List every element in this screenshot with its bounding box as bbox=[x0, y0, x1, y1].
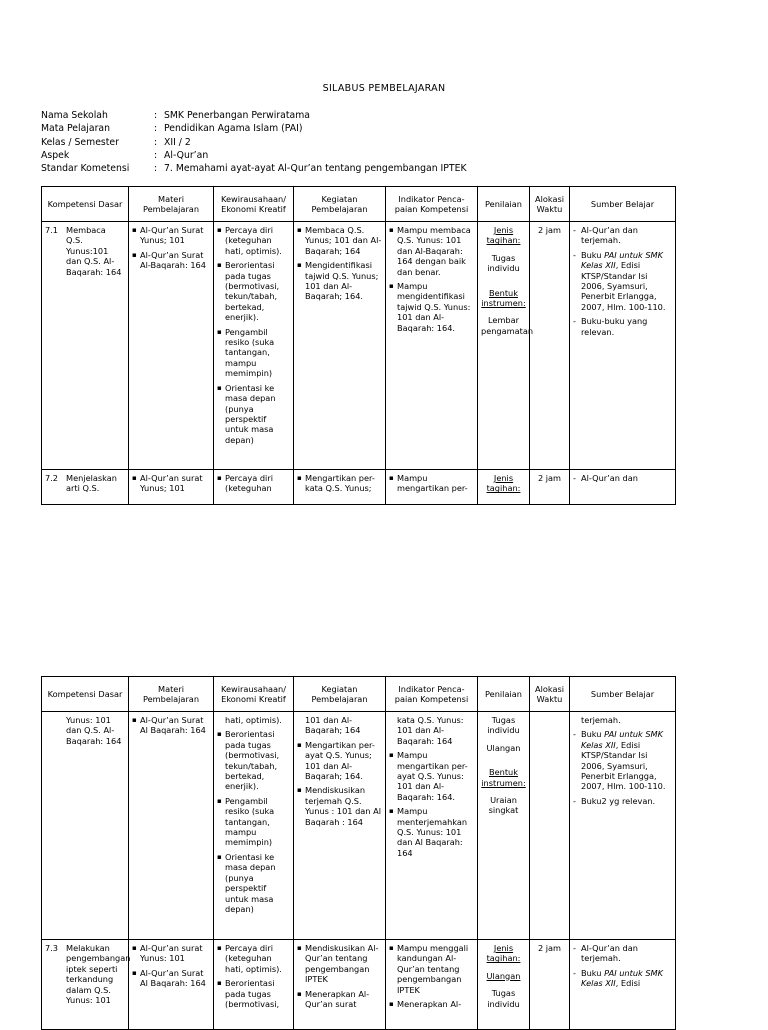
cell-kegiatan bbox=[294, 222, 386, 470]
col-header: Penilaian bbox=[478, 677, 530, 712]
list-item: ▪ Al-Qur’an surat Yunus: 101 bbox=[132, 943, 210, 964]
list-item: ▪ Pengambil resiko (suka tantangan, mampu memimpin) bbox=[217, 796, 290, 848]
kd-text: Membaca Q.S. Yunus:101 dan Q.S. Al-Baqarah: 164 bbox=[66, 225, 122, 277]
list-item: ▪ Mendiskusikan Al-Qur’an tentang pengembangan IPTEK bbox=[297, 943, 382, 985]
cell-sumber bbox=[570, 940, 676, 1030]
list-item: ▪ Al-Qur’an surat Yunus; 101 bbox=[132, 473, 210, 494]
cell-sumber bbox=[570, 222, 676, 470]
continued-text: 101 dan Al-Baqarah; 164 bbox=[305, 715, 361, 736]
cell-kegiatan bbox=[294, 470, 386, 505]
list-item bbox=[573, 968, 672, 989]
list-item: ▪ Berorientasi pada tugas (bermotivasi, tekun/tabah, bertekad, enerjik). bbox=[217, 729, 290, 791]
cell-sumber bbox=[570, 712, 676, 940]
kd-number: 7.1 bbox=[45, 225, 59, 235]
document-title: SILABUS PEMBELAJARAN bbox=[322, 83, 446, 94]
info-row-class bbox=[41, 136, 467, 149]
cell-indikator bbox=[386, 222, 478, 470]
source-book-title: PAI untuk SMK Kelas XII bbox=[581, 249, 663, 271]
list-item: ▪ Orientasi ke masa depan (punya perspektif untuk masa depan) bbox=[217, 383, 290, 445]
cell-alokasi: 2 jam bbox=[530, 222, 570, 470]
cell-kompetensi bbox=[42, 222, 129, 470]
source-book-title: PAI untuk SMK Kelas XII bbox=[581, 729, 663, 750]
col-header: Kewirausahaan/ Ekonomi Kreatif bbox=[214, 187, 294, 222]
col-header: Kegiatan Pembelajaran bbox=[294, 677, 386, 712]
table-row bbox=[42, 940, 676, 1030]
source-text: , Edisi bbox=[615, 978, 641, 989]
list-item: - Al-Qur’an dan bbox=[573, 473, 672, 483]
continued-text: hati, optimis). bbox=[225, 715, 282, 725]
list-item: ▪ Mampu menterjemahkan Q.S. Yunus: 101 dan Al Baqarah: 164 bbox=[389, 806, 474, 858]
list-item: ▪ Mengidentifikasi tajwid Q.S. Yunus; 101 dan Al-Baqarah; 164. bbox=[297, 260, 382, 302]
info-value: XII / 2 bbox=[164, 136, 191, 148]
jenis-tagihan-value: Tugas individu bbox=[487, 252, 520, 274]
col-header: Materi Pembelajaran bbox=[129, 677, 214, 712]
cell-kewirausahaan bbox=[214, 222, 294, 470]
info-sep: : bbox=[154, 163, 158, 175]
list-item: ▪ Percaya diri (keteguhan hati, optimis). bbox=[217, 943, 290, 974]
col-header: Indikator Penca-paian Kompetensi bbox=[386, 187, 478, 222]
cell-penilaian bbox=[478, 712, 530, 940]
cell-kompetensi bbox=[42, 712, 129, 940]
jenis-tagihan-label: Jenis tagihan: bbox=[486, 473, 521, 494]
col-header: Kewirausahaan/ Ekonomi Kreatif bbox=[214, 677, 294, 712]
list-item bbox=[573, 729, 672, 791]
info-row-subject bbox=[41, 122, 467, 135]
cell-kegiatan bbox=[294, 940, 386, 1030]
info-value: 7. Memahami ayat-ayat Al-Qur’an tentang pengembangan IPTEK bbox=[164, 163, 467, 175]
info-value: Pendidikan Agama Islam (PAI) bbox=[164, 123, 303, 135]
kd-text: Menjelaskan arti Q.S. bbox=[66, 473, 117, 494]
list-item: - Al-Qur’an dan terjemah. bbox=[573, 225, 672, 246]
jenis-tagihan-label: Jenis tagihan: bbox=[486, 943, 521, 964]
table-row bbox=[42, 222, 676, 470]
jenis-tagihan-value: Tugas individu bbox=[487, 715, 520, 736]
list-item: ▪ Menerapkan Al- bbox=[389, 999, 474, 1009]
bentuk-instrumen-value: Lembar pengamatan bbox=[481, 315, 534, 336]
kd-text: Melakukan pengembangan iptek seperti terkandung dalam Q.S. Yunus: 101 bbox=[66, 943, 131, 1006]
info-key: Kelas / Semester bbox=[41, 136, 119, 148]
info-sep: : bbox=[154, 110, 158, 121]
cell-alokasi bbox=[530, 712, 570, 940]
info-key: Mata Pelajaran bbox=[41, 123, 110, 135]
info-value: Al-Qur’an bbox=[164, 149, 209, 161]
bentuk-instrumen-value: Uraian singkat bbox=[488, 795, 519, 816]
jenis-tagihan-value: Tugas individu bbox=[487, 988, 520, 1009]
cell-kewirausahaan bbox=[214, 470, 294, 505]
cell-kompetensi bbox=[42, 940, 129, 1030]
list-item: ▪ Mampu mengidentifikasi tajwid Q.S. Yunus: 101 dan Al-Baqarah: 164. bbox=[389, 281, 474, 333]
continued-text: kata Q.S. Yunus: 101 dan Al-Baqarah: 164 bbox=[397, 715, 464, 746]
jenis-tagihan-label: Jenis tagihan: bbox=[486, 225, 521, 246]
info-sep: : bbox=[154, 149, 158, 161]
list-item: ▪ Mengartikan per-ayat Q.S. Yunus; 101 dan Al-Baqarah; 164. bbox=[297, 740, 382, 782]
info-row-school bbox=[41, 109, 467, 122]
list-item: - Buku-buku yang relevan. bbox=[573, 316, 672, 337]
cell-kewirausahaan bbox=[214, 712, 294, 940]
col-header: Indikator Penca-paian Kompetensi bbox=[386, 677, 478, 712]
list-item: ▪ Mendiskusikan terjemah Q.S. Yunus : 101 dan Al Baqarah : 164 bbox=[297, 785, 382, 827]
list-item: ▪ Mampu mengartikan per- bbox=[389, 473, 474, 494]
list-item: ▪ Percaya diri (keteguhan bbox=[217, 473, 290, 494]
cell-kewirausahaan bbox=[214, 940, 294, 1030]
kd-text: Yunus: 101 dan Q.S. Al-Baqarah: 164 bbox=[66, 715, 122, 746]
list-item: ▪ Percaya diri (keteguhan hati, optimis). bbox=[217, 225, 290, 256]
cell-indikator bbox=[386, 470, 478, 505]
cell-sumber bbox=[570, 470, 676, 505]
list-item: ▪ Al-Qur’an Surat Al Baqarah: 164 bbox=[132, 715, 210, 736]
info-sep: : bbox=[154, 136, 158, 148]
kd-number: 7.2 bbox=[45, 473, 59, 483]
cell-indikator bbox=[386, 940, 478, 1030]
info-key: Nama Sekolah bbox=[41, 110, 108, 121]
col-header: Kompetensi Dasar bbox=[42, 677, 129, 712]
col-header: Alokasi Waktu bbox=[530, 187, 570, 222]
list-item: ▪ Al-Qur’an Surat Al-Baqarah: 164 bbox=[132, 250, 210, 271]
cell-alokasi: 2 jam bbox=[530, 470, 570, 505]
col-header: Sumber Belajar bbox=[570, 187, 676, 222]
list-item: ▪ Membaca Q.S. Yunus; 101 dan Al-Baqarah; 164 bbox=[297, 225, 382, 256]
continued-text: terjemah. bbox=[581, 715, 621, 725]
syllabus-table-1 bbox=[41, 186, 676, 505]
list-item: ▪ Al-Qur’an Surat Al Baqarah: 164 bbox=[132, 968, 210, 989]
info-row-standard bbox=[41, 162, 467, 175]
col-header: Materi Pembelajaran bbox=[129, 187, 214, 222]
cell-penilaian bbox=[478, 940, 530, 1030]
cell-penilaian bbox=[478, 470, 530, 505]
cell-kompetensi bbox=[42, 470, 129, 505]
kd-number: 7.3 bbox=[45, 943, 59, 953]
list-item: ▪ Berorientasi pada tugas (bermotivasi, bbox=[217, 978, 290, 1009]
list-item: ▪ Al-Qur’an Surat Yunus; 101 bbox=[132, 225, 210, 246]
table-header-row bbox=[42, 187, 676, 222]
col-header: Sumber Belajar bbox=[570, 677, 676, 712]
cell-materi bbox=[129, 470, 214, 505]
table-row bbox=[42, 470, 676, 505]
source-text: Buku bbox=[581, 249, 605, 260]
info-row-aspect bbox=[41, 149, 467, 162]
list-item: ▪ Mampu mengartikan per-ayat Q.S. Yunus: 101 dan Al-Baqarah: 164. bbox=[389, 750, 474, 802]
list-item: ▪ Menerapkan Al-Qur’an surat bbox=[297, 989, 382, 1010]
list-item: ▪ Orientasi ke masa depan (punya perspektif untuk masa depan) bbox=[217, 852, 290, 914]
source-text: , Edisi KTSP/Standar Isi 2006, Syamsuri, Penerbit Erlangga, 2007, Hlm. 100-110. bbox=[581, 260, 666, 312]
bentuk-instrumen-label: Bentuk instrumen: bbox=[481, 287, 526, 309]
list-item: ▪ Berorientasi pada tugas (bermotivasi, tekun/tabah, bertekad, enerjik). bbox=[217, 260, 290, 322]
table-row bbox=[42, 712, 676, 940]
source-text: Buku bbox=[581, 967, 605, 978]
list-item: ▪ Pengambil resiko (suka tantangan, mampu memimpin) bbox=[217, 327, 290, 379]
list-item bbox=[573, 250, 672, 312]
col-header: Kompetensi Dasar bbox=[42, 187, 129, 222]
list-item: ▪ Mengartikan per-kata Q.S. Yunus; bbox=[297, 473, 382, 494]
jenis-tagihan-value: Ulangan bbox=[486, 970, 521, 981]
bentuk-instrumen-label: Bentuk instrumen: bbox=[481, 767, 526, 788]
syllabus-info bbox=[41, 109, 467, 175]
cell-indikator bbox=[386, 712, 478, 940]
cell-materi bbox=[129, 712, 214, 940]
list-item: - Buku2 yg relevan. bbox=[573, 796, 672, 806]
info-sep: : bbox=[154, 123, 158, 135]
cell-penilaian bbox=[478, 222, 534, 470]
list-item: ▪ Mampu menggali kandungan Al-Qur’an tentang pengembangan IPTEK bbox=[389, 943, 474, 995]
list-item: ▪ Mampu membaca Q.S. Yunus: 101 dan Al-Baqarah: 164 dengan baik dan benar. bbox=[389, 225, 474, 277]
col-header: Penilaian bbox=[478, 187, 530, 222]
source-book-title: PAI untuk SMK Kelas XII bbox=[581, 967, 663, 989]
info-key: Standar Kometensi bbox=[41, 163, 130, 175]
cell-materi bbox=[129, 940, 214, 1030]
col-header: Kegiatan Pembelajaran bbox=[294, 187, 386, 222]
source-text: Buku bbox=[581, 729, 605, 740]
cell-materi bbox=[129, 222, 214, 470]
jenis-tagihan-value: Ulangan bbox=[486, 742, 521, 753]
source-text: , Edisi KTSP/Standar Isi 2006, Syamsuri, Penerbit Erlangga, 2007, Hlm. 100-110. bbox=[581, 739, 666, 792]
table-header-row bbox=[42, 677, 676, 712]
info-value: SMK Penerbangan Perwiratama bbox=[164, 110, 310, 121]
syllabus-table-2 bbox=[41, 676, 676, 1030]
cell-kegiatan bbox=[294, 712, 386, 940]
info-key: Aspek bbox=[41, 149, 70, 161]
col-header: Alokasi Waktu bbox=[530, 677, 570, 712]
list-item: - Al-Qur’an dan terjemah. bbox=[573, 943, 672, 964]
cell-alokasi: 2 jam bbox=[530, 940, 570, 1030]
